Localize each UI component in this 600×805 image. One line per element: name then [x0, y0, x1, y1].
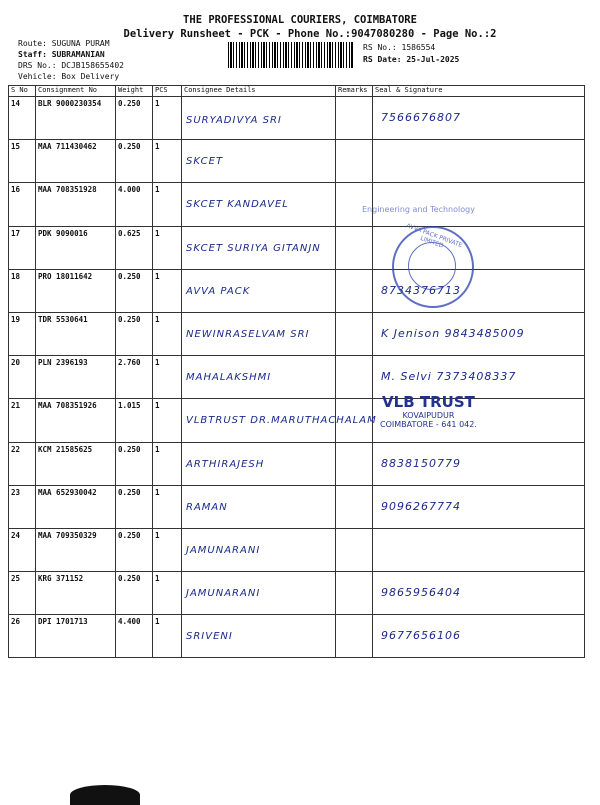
col-consignment: Consignment No — [36, 86, 116, 97]
cell-remarks — [336, 572, 373, 615]
cell-consignment: TDR 5530641 — [36, 312, 116, 355]
vlb-trust-stamp — [380, 393, 477, 429]
cell-consignment: PDK 9090016 — [36, 226, 116, 269]
table-row — [9, 615, 585, 658]
vlb-stamp-city: COIMBATORE - 641 042. — [380, 420, 477, 429]
table-row — [9, 140, 585, 183]
drs-label: DRS No.: DCJB158655402 — [18, 61, 124, 70]
cell-remarks — [336, 312, 373, 355]
vlb-stamp-name: VLB TRUST — [382, 393, 475, 411]
avva-pack-seal — [392, 222, 474, 308]
signature-handwriting: 8734376713 — [381, 283, 461, 297]
table-row — [9, 269, 585, 312]
col-sno: S No — [9, 86, 36, 97]
consignee-handwriting: JAMUNARANI — [186, 588, 261, 600]
cell-signature — [373, 442, 585, 485]
rs-date: RS Date: 25-Jul-2025 — [363, 55, 460, 64]
cell-consignee — [182, 226, 336, 269]
cell-sno: 25 — [9, 572, 36, 615]
scan-artifact — [70, 785, 140, 805]
signature-handwriting: 9096267774 — [381, 499, 461, 513]
cell-sno: 24 — [9, 528, 36, 571]
route-label: Route: SUGUNA PURAM — [18, 39, 110, 48]
table-row — [9, 528, 585, 571]
col-consignee: Consignee Details — [182, 86, 336, 97]
cell-weight: 2.760 — [116, 356, 153, 399]
consignee-handwriting: ARTHIRAJESH — [186, 458, 265, 470]
cell-sno: 14 — [9, 97, 36, 140]
cell-sno: 15 — [9, 140, 36, 183]
consignee-handwriting: SKCET — [186, 156, 224, 168]
table-row — [9, 183, 585, 226]
consignee-handwriting: SURYADIVYA SRI — [186, 115, 282, 126]
col-remarks: Remarks — [336, 86, 373, 97]
cell-pcs: 1 — [153, 312, 182, 355]
cell-consignee — [182, 615, 336, 658]
cell-signature — [373, 485, 585, 528]
consignee-handwriting: NEWINRASELVAM SRI — [186, 328, 310, 340]
cell-weight: 0.625 — [116, 226, 153, 269]
runsheet-table — [8, 85, 585, 658]
staff-label: Staff: SUBRAMANIAN — [18, 50, 105, 59]
cell-pcs: 1 — [153, 97, 182, 140]
cell-sno: 18 — [9, 269, 36, 312]
table-row — [9, 312, 585, 355]
cell-pcs: 1 — [153, 399, 182, 442]
cell-remarks — [336, 226, 373, 269]
cell-consignee — [182, 572, 336, 615]
table-row — [9, 97, 585, 140]
table-row — [9, 399, 585, 442]
cell-sno: 21 — [9, 399, 36, 442]
cell-consignee — [182, 140, 336, 183]
signature-handwriting: 8838150779 — [381, 456, 461, 470]
cell-signature — [373, 528, 585, 571]
table-row — [9, 572, 585, 615]
cell-sno: 23 — [9, 485, 36, 528]
table-row — [9, 442, 585, 485]
table-header-row — [9, 86, 585, 97]
cell-sno: 16 — [9, 183, 36, 226]
cell-sno: 22 — [9, 442, 36, 485]
cell-consignment: MAA 652930042 — [36, 485, 116, 528]
cell-pcs: 1 — [153, 226, 182, 269]
cell-consignee — [182, 399, 377, 442]
cell-weight: 0.250 — [116, 528, 153, 571]
cell-remarks — [336, 140, 373, 183]
signature-handwriting: M. Selvi 7373408337 — [381, 370, 517, 384]
cell-pcs: 1 — [153, 183, 182, 226]
vehicle-label: Vehicle: Box Delivery — [18, 72, 120, 81]
cell-signature — [373, 312, 585, 355]
cell-consignee — [182, 442, 336, 485]
runsheet-subtitle: Delivery Runsheet - PCK - Phone No.:9047080280 - Page No.:2 — [123, 28, 497, 40]
avva-seal-text: AVVA PACK PRIVATE LIMITED — [405, 222, 464, 250]
cell-pcs: 1 — [153, 140, 182, 183]
cell-weight: 0.250 — [116, 140, 153, 183]
cell-consignment: MAA 708351928 — [36, 183, 116, 226]
cell-consignment: MAA 709350329 — [36, 528, 116, 571]
cell-remarks — [336, 442, 373, 485]
table-row — [9, 356, 585, 399]
college-stamp-text: Engineering and Technology — [362, 205, 475, 214]
consignee-handwriting: JAMUNARANI — [186, 544, 261, 556]
cell-signature — [373, 572, 585, 615]
cell-pcs: 1 — [153, 442, 182, 485]
table-row — [9, 485, 585, 528]
cell-pcs: 1 — [153, 615, 182, 658]
cell-remarks — [336, 528, 373, 571]
cell-consignee — [182, 183, 336, 226]
cell-consignee — [182, 312, 336, 355]
col-signature: Seal & Signature — [373, 86, 585, 97]
cell-consignment: MAA 708351926 — [36, 399, 116, 442]
barcode — [228, 42, 354, 68]
consignee-handwriting: AVVA PACK — [186, 285, 251, 297]
cell-pcs: 1 — [153, 572, 182, 615]
cell-pcs: 1 — [153, 485, 182, 528]
cell-weight: 4.400 — [116, 615, 153, 658]
cell-consignee — [182, 269, 336, 312]
cell-signature — [373, 615, 585, 658]
cell-consignee — [182, 528, 336, 571]
company-title: THE PROFESSIONAL COURIERS, COIMBATORE — [183, 14, 417, 26]
cell-remarks — [336, 485, 373, 528]
cell-sno: 19 — [9, 312, 36, 355]
consignee-handwriting: VLBTRUST DR.MARUTHACHALAM — [186, 415, 377, 427]
col-weight: Weight — [116, 86, 153, 97]
consignee-handwriting: RAMAN — [186, 501, 228, 513]
cell-consignment: DPI 1701713 — [36, 615, 116, 658]
cell-remarks — [336, 97, 373, 140]
signature-handwriting: 7566676807 — [381, 111, 461, 124]
consignee-handwriting: MAHALAKSHMI — [186, 372, 272, 384]
vlb-stamp-place: KOVAIPUDUR — [402, 411, 455, 420]
cell-consignment: KRG 371152 — [36, 572, 116, 615]
col-pcs: PCS — [153, 86, 182, 97]
cell-weight: 0.250 — [116, 312, 153, 355]
cell-weight: 4.000 — [116, 183, 153, 226]
signature-handwriting: 9865956404 — [381, 586, 461, 600]
cell-consignee — [182, 485, 336, 528]
cell-consignment: BLR 9000230354 — [36, 97, 116, 140]
cell-remarks — [336, 615, 373, 658]
consignee-handwriting: SRIVENI — [186, 631, 233, 643]
cell-signature — [373, 140, 585, 183]
cell-weight: 0.250 — [116, 442, 153, 485]
consignee-handwriting: SKCET KANDAVEL — [186, 199, 289, 211]
cell-sno: 20 — [9, 356, 36, 399]
cell-consignee — [182, 356, 336, 399]
cell-consignment: MAA 711430462 — [36, 140, 116, 183]
consignee-handwriting: SKCET SURIYA GITANJN — [186, 242, 321, 254]
cell-weight: 0.250 — [116, 269, 153, 312]
cell-consignment: PRO 18011642 — [36, 269, 116, 312]
cell-sno: 26 — [9, 615, 36, 658]
cell-pcs: 1 — [153, 269, 182, 312]
cell-weight: 0.250 — [116, 97, 153, 140]
cell-weight: 1.015 — [116, 399, 153, 442]
cell-signature — [373, 97, 585, 140]
cell-consignment: PLN 2396193 — [36, 356, 116, 399]
cell-remarks — [336, 269, 373, 312]
cell-consignment: KCM 21585625 — [36, 442, 116, 485]
cell-weight: 0.250 — [116, 572, 153, 615]
cell-remarks — [336, 356, 373, 399]
cell-pcs: 1 — [153, 528, 182, 571]
signature-handwriting: 9677656106 — [381, 629, 461, 643]
signature-handwriting: K Jenison 9843485009 — [381, 326, 525, 340]
cell-weight: 0.250 — [116, 485, 153, 528]
cell-pcs: 1 — [153, 356, 182, 399]
rs-number: RS No.: 1586554 — [363, 43, 436, 52]
cell-sno: 17 — [9, 226, 36, 269]
table-row — [9, 226, 585, 269]
cell-consignee — [182, 97, 336, 140]
